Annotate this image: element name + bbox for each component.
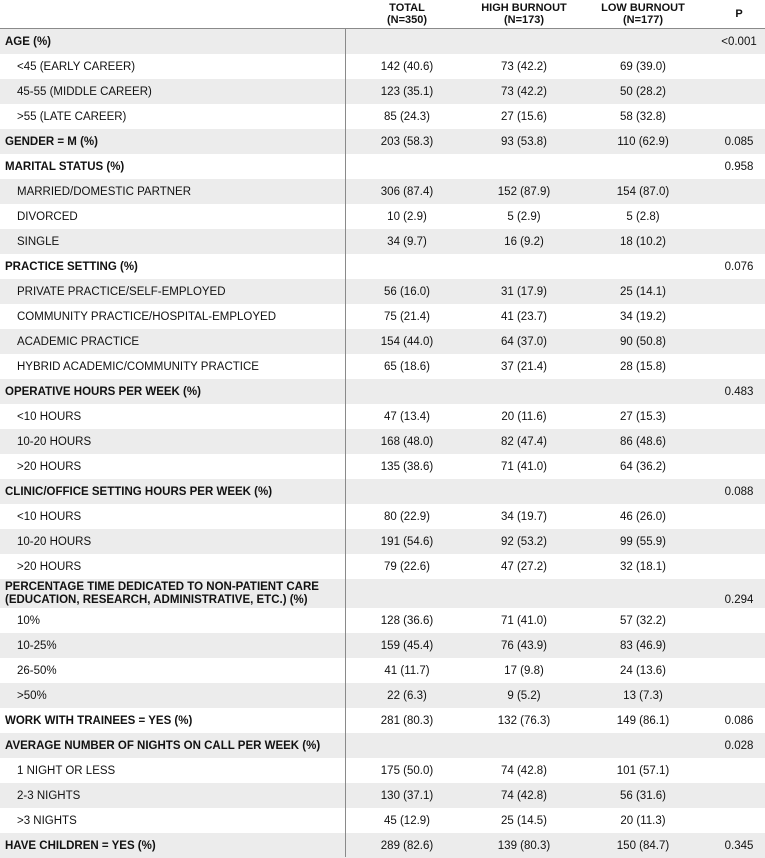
low-burnout-cell: 57 (32.2) (619, 614, 667, 627)
header-p-label: P (735, 8, 743, 20)
table-header (0, 0, 765, 29)
low-burnout-cell (582, 254, 704, 279)
high-burnout-cell: 25 (14.5) (500, 814, 548, 827)
low-burnout-cell: 90 (50.8) (619, 335, 667, 348)
low-burnout-cell: 24 (13.6) (619, 664, 667, 677)
row-label: GENDER = M (%) (5, 135, 98, 148)
row-label: >50% (17, 689, 47, 702)
high-burnout-cell: 16 (9.2) (504, 235, 544, 248)
high-burnout-cell: 82 (47.4) (500, 435, 548, 448)
high-burnout-cell: 71 (41.0) (500, 460, 548, 473)
total-cell: 34 (9.7) (387, 235, 427, 248)
high-burnout-cell: 71 (41.0) (500, 614, 548, 627)
table-row (0, 529, 765, 554)
low-burnout-cell: 69 (39.0) (619, 60, 667, 73)
p-value-cell (710, 529, 765, 554)
row-label: <10 HOURS (17, 410, 82, 423)
total-cell (346, 29, 468, 54)
total-cell: 159 (45.4) (380, 639, 434, 652)
high-burnout-cell: 139 (80.3) (497, 839, 551, 852)
table-row (0, 54, 765, 79)
row-label: HAVE CHILDREN = YES (%) (5, 839, 156, 852)
table-row (0, 379, 765, 404)
total-cell (346, 379, 468, 404)
total-cell: 47 (13.4) (383, 410, 431, 423)
p-value-cell (710, 204, 765, 229)
table-row (0, 154, 765, 179)
low-burnout-cell: 149 (86.1) (616, 714, 670, 727)
row-label: 10% (17, 614, 41, 627)
p-value-cell (710, 79, 765, 104)
p-value-cell: 0.958 (724, 160, 754, 173)
header-high-burnout (464, 2, 584, 26)
p-value-cell (710, 454, 765, 479)
high-burnout-cell: 73 (42.2) (500, 60, 548, 73)
low-burnout-cell: 46 (26.0) (619, 510, 667, 523)
column-divider (345, 29, 346, 857)
low-burnout-cell: 25 (14.1) (619, 285, 667, 298)
high-burnout-cell (464, 254, 584, 279)
row-label-line: PERCENTAGE TIME DEDICATED TO NON-PATIENT CARE (5, 580, 319, 593)
total-cell: 56 (16.0) (383, 285, 431, 298)
high-burnout-cell (464, 379, 584, 404)
low-burnout-cell (582, 479, 704, 504)
table-row (0, 204, 765, 229)
p-value-cell (710, 354, 765, 379)
total-cell: 281 (80.3) (380, 714, 434, 727)
table-row (0, 504, 765, 529)
high-burnout-cell: 34 (19.7) (500, 510, 548, 523)
low-burnout-cell (582, 579, 704, 608)
high-burnout-cell: 74 (42.8) (500, 764, 548, 777)
table-row (0, 783, 765, 808)
table-row (0, 229, 765, 254)
p-value-cell (710, 429, 765, 454)
high-burnout-cell (464, 154, 584, 179)
total-cell (346, 254, 468, 279)
high-burnout-cell: 152 (87.9) (497, 185, 551, 198)
total-cell: 142 (40.6) (380, 60, 434, 73)
table-row (0, 579, 765, 608)
p-value-cell (710, 179, 765, 204)
row-label: <10 HOURS (17, 510, 82, 523)
table-row (0, 104, 765, 129)
p-value-cell (710, 783, 765, 808)
row-label: MARRIED/DOMESTIC PARTNER (17, 185, 192, 198)
p-value-cell: 0.294 (724, 594, 754, 606)
table-row (0, 758, 765, 783)
low-burnout-cell: 27 (15.3) (619, 410, 667, 423)
p-value-cell: 0.085 (724, 135, 754, 148)
high-burnout-cell: 37 (21.4) (500, 360, 548, 373)
table-row (0, 254, 765, 279)
header-low-label: LOW BURNOUT (601, 2, 685, 14)
high-burnout-cell: 64 (37.0) (500, 335, 548, 348)
p-value-cell (710, 808, 765, 833)
high-burnout-cell: 92 (53.2) (500, 535, 548, 548)
table-row (0, 733, 765, 758)
low-burnout-cell: 13 (7.3) (623, 689, 663, 702)
table-row (0, 554, 765, 579)
high-burnout-cell (464, 479, 584, 504)
high-burnout-cell: 74 (42.8) (500, 789, 548, 802)
total-cell: 175 (50.0) (380, 764, 434, 777)
row-label: WORK WITH TRAINEES = YES (%) (5, 714, 193, 727)
p-value-cell (710, 504, 765, 529)
low-burnout-cell: 34 (19.2) (619, 310, 667, 323)
row-label: DIVORCED (17, 210, 78, 223)
p-value-cell: 0.483 (724, 385, 754, 398)
row-label: >3 NIGHTS (17, 814, 77, 827)
table-row (0, 129, 765, 154)
header-low-n: (N=177) (622, 14, 664, 26)
high-burnout-cell: 76 (43.9) (500, 639, 548, 652)
row-label: OPERATIVE HOURS PER WEEK (%) (5, 385, 201, 398)
p-value-cell (710, 608, 765, 633)
low-burnout-cell: 110 (62.9) (617, 135, 669, 148)
row-label: 1 NIGHT OR LESS (17, 764, 116, 777)
table-row (0, 429, 765, 454)
total-cell: 203 (58.3) (380, 135, 434, 148)
row-label: >20 HOURS (17, 560, 82, 573)
row-label: 10-25% (17, 639, 57, 652)
row-label: 10-20 HOURS (17, 535, 92, 548)
total-cell (346, 479, 468, 504)
total-cell: 306 (87.4) (380, 185, 434, 198)
row-label: >55 (LATE CAREER) (17, 110, 127, 123)
total-cell: 130 (37.1) (380, 789, 434, 802)
total-cell: 79 (22.6) (383, 560, 431, 573)
table-row (0, 304, 765, 329)
row-label: CLINIC/OFFICE SETTING HOURS PER WEEK (%) (5, 485, 273, 498)
high-burnout-cell: 31 (17.9) (500, 285, 548, 298)
header-low-burnout (582, 2, 704, 26)
low-burnout-cell: 5 (2.8) (626, 210, 660, 223)
p-value-cell: 0.028 (724, 739, 754, 752)
high-burnout-cell: 9 (5.2) (507, 689, 541, 702)
row-label: COMMUNITY PRACTICE/HOSPITAL-EMPLOYED (17, 310, 276, 323)
p-value-cell: 0.088 (724, 485, 754, 498)
table-row (0, 658, 765, 683)
total-cell: 123 (35.1) (380, 85, 434, 98)
p-value-cell (710, 554, 765, 579)
high-burnout-cell: 41 (23.7) (500, 310, 548, 323)
total-cell: 168 (48.0) (380, 435, 434, 448)
high-burnout-cell: 73 (42.2) (500, 85, 548, 98)
table-row (0, 479, 765, 504)
total-cell (346, 579, 468, 608)
row-label: 10-20 HOURS (17, 435, 92, 448)
low-burnout-cell: 101 (57.1) (616, 764, 670, 777)
total-cell: 65 (18.6) (383, 360, 431, 373)
p-value-cell (710, 229, 765, 254)
high-burnout-cell: 27 (15.6) (500, 110, 548, 123)
row-label: ACADEMIC PRACTICE (17, 335, 140, 348)
high-burnout-cell (464, 29, 584, 54)
row-label: 26-50% (17, 664, 57, 677)
header-p-value (710, 8, 765, 20)
row-label: PRIVATE PRACTICE/SELF-EMPLOYED (17, 285, 226, 298)
total-cell: 85 (24.3) (383, 110, 431, 123)
row-label: HYBRID ACADEMIC/COMMUNITY PRACTICE (17, 360, 259, 373)
total-cell: 75 (21.4) (383, 310, 431, 323)
table-body (0, 29, 765, 858)
p-value-cell: <0.001 (721, 35, 757, 48)
table-row (0, 279, 765, 304)
total-cell: 45 (12.9) (383, 814, 431, 827)
row-label: 45-55 (MIDDLE CAREER) (17, 85, 152, 98)
table-row (0, 79, 765, 104)
total-cell: 80 (22.9) (383, 510, 431, 523)
high-burnout-cell: 5 (2.9) (507, 210, 541, 223)
low-burnout-cell: 58 (32.8) (619, 110, 667, 123)
p-value-cell (710, 104, 765, 129)
low-burnout-cell (582, 733, 704, 758)
high-burnout-cell: 93 (53.8) (500, 135, 548, 148)
row-label: <45 (EARLY CAREER) (17, 60, 136, 73)
p-value-cell (710, 304, 765, 329)
p-value-cell (710, 329, 765, 354)
header-total-n: (N=350) (386, 14, 428, 26)
row-label: 2-3 NIGHTS (17, 789, 81, 802)
row-label: AVERAGE NUMBER OF NIGHTS ON CALL PER WEEK (%) (5, 739, 321, 752)
total-cell (346, 733, 468, 758)
table-row (0, 608, 765, 633)
table-row (0, 329, 765, 354)
row-label: >20 HOURS (17, 460, 82, 473)
low-burnout-cell: 32 (18.1) (619, 560, 667, 573)
table-row (0, 708, 765, 733)
p-value-cell (710, 279, 765, 304)
high-burnout-cell: 132 (76.3) (497, 714, 551, 727)
low-burnout-cell: 20 (11.3) (620, 814, 666, 827)
p-value-cell (710, 404, 765, 429)
high-burnout-cell: 20 (11.6) (501, 410, 547, 423)
row-label: MARITAL STATUS (%) (5, 160, 125, 173)
low-burnout-cell: 50 (28.2) (619, 85, 667, 98)
total-cell (346, 154, 468, 179)
p-value-cell (710, 54, 765, 79)
p-value-cell: 0.345 (724, 839, 754, 852)
header-total-label: TOTAL (389, 2, 425, 14)
row-label-line: (EDUCATION, RESEARCH, ADMINISTRATIVE, ETC.) (%) (5, 593, 308, 606)
table-row (0, 404, 765, 429)
table-row (0, 29, 765, 54)
table-row (0, 808, 765, 833)
low-burnout-cell: 150 (84.7) (616, 839, 670, 852)
low-burnout-cell: 86 (48.6) (619, 435, 667, 448)
table-row (0, 179, 765, 204)
header-high-label: HIGH BURNOUT (481, 2, 567, 14)
low-burnout-cell: 64 (36.2) (619, 460, 667, 473)
high-burnout-cell: 17 (9.8) (504, 664, 544, 677)
total-cell: 10 (2.9) (387, 210, 427, 223)
header-total (346, 2, 468, 26)
high-burnout-cell (464, 579, 584, 608)
low-burnout-cell: 154 (87.0) (616, 185, 670, 198)
low-burnout-cell (582, 379, 704, 404)
table-row (0, 833, 765, 858)
low-burnout-cell: 99 (55.9) (619, 535, 667, 548)
p-value-cell (710, 658, 765, 683)
total-cell: 135 (38.6) (380, 460, 434, 473)
p-value-cell: 0.076 (724, 260, 754, 273)
low-burnout-cell (582, 154, 704, 179)
p-value-cell (710, 758, 765, 783)
row-label (5, 579, 319, 608)
total-cell: 41 (11.7) (384, 664, 430, 677)
low-burnout-cell: 18 (10.2) (619, 235, 667, 248)
low-burnout-cell: 83 (46.9) (619, 639, 667, 652)
p-value-cell (710, 633, 765, 658)
row-label: SINGLE (17, 235, 60, 248)
high-burnout-cell: 47 (27.2) (500, 560, 548, 573)
total-cell: 128 (36.6) (380, 614, 434, 627)
low-burnout-cell: 56 (31.6) (619, 789, 667, 802)
total-cell: 289 (82.6) (380, 839, 434, 852)
header-high-n: (N=173) (503, 14, 545, 26)
table-row (0, 633, 765, 658)
row-label: PRACTICE SETTING (%) (5, 260, 138, 273)
total-cell: 191 (54.6) (380, 535, 434, 548)
high-burnout-cell (464, 733, 584, 758)
table-row (0, 454, 765, 479)
table-row (0, 683, 765, 708)
low-burnout-cell (582, 29, 704, 54)
total-cell: 22 (6.3) (387, 689, 427, 702)
p-value-cell: 0.086 (724, 714, 754, 727)
total-cell: 154 (44.0) (380, 335, 434, 348)
low-burnout-cell: 28 (15.8) (619, 360, 667, 373)
table-row (0, 354, 765, 379)
row-label: AGE (%) (5, 35, 51, 48)
p-value-cell (710, 683, 765, 708)
